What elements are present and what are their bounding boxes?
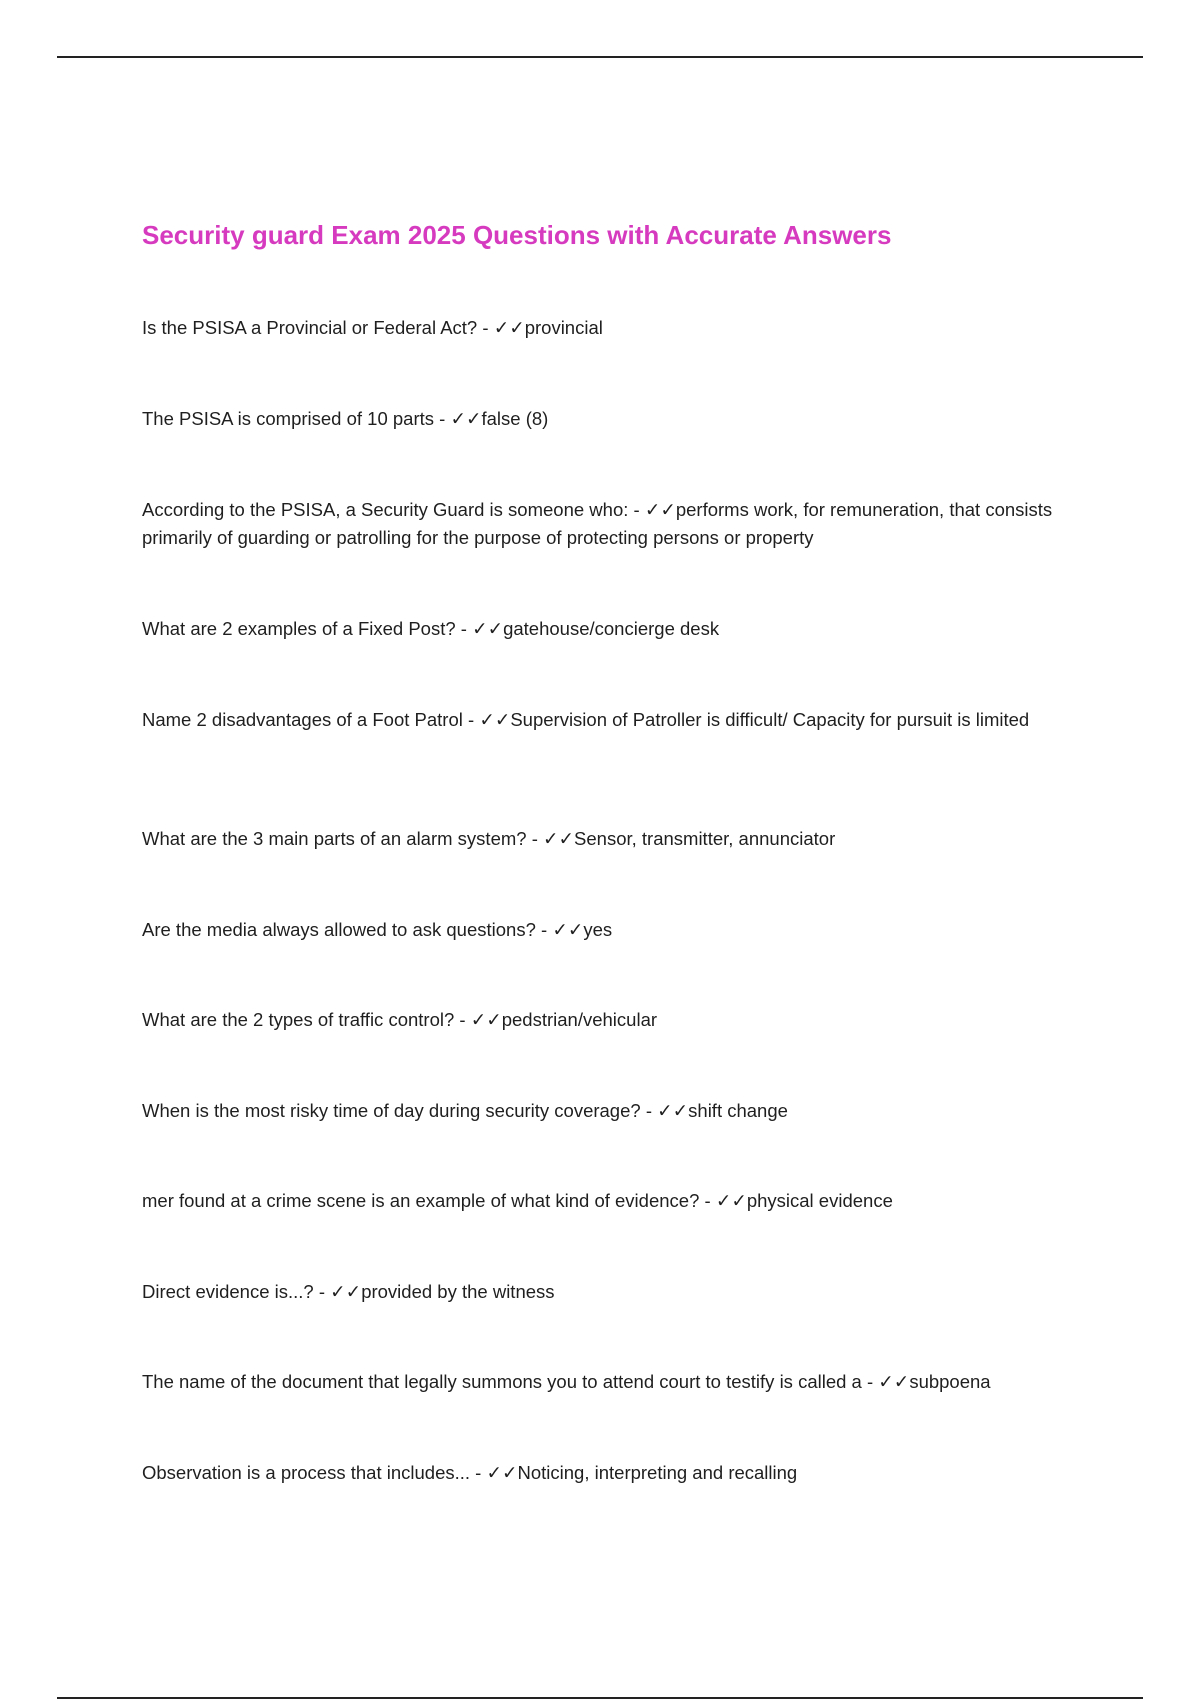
answer-text: yes <box>583 919 613 940</box>
separator: - <box>535 919 553 940</box>
question-text: Direct evidence is...? <box>142 1281 314 1302</box>
footer-rule <box>57 1697 1143 1699</box>
qa-item <box>142 825 1082 853</box>
checkmark-icon: ✓✓ <box>472 618 504 639</box>
question-text: When is the most risky time of day during security coverage? <box>142 1100 641 1121</box>
question-text: What are the 2 types of traffic control? <box>142 1009 455 1030</box>
separator: - <box>526 828 544 849</box>
answer-text: provincial <box>524 317 603 338</box>
question-text: Is the PSISA a Provincial or Federal Act? <box>142 317 478 338</box>
separator: - <box>699 1190 716 1211</box>
qa-item <box>142 1006 1082 1034</box>
question-text: mer found at a crime scene is an example of what kind of evidence? <box>142 1190 700 1211</box>
answer-text: shift change <box>688 1100 788 1121</box>
separator: - <box>434 408 451 429</box>
checkmark-icon: ✓✓ <box>644 499 676 520</box>
question-text: What are 2 examples of a Fixed Post? <box>142 618 456 639</box>
answer-text: pedstrian/vehicular <box>501 1009 658 1030</box>
checkmark-icon: ✓✓ <box>470 1009 502 1030</box>
separator: - <box>313 1281 331 1302</box>
answer-text: Supervision of Patroller is difficult/ Capacity for pursuit is limited <box>510 709 1030 730</box>
qa-item <box>142 1459 1082 1487</box>
answer-text: Sensor, transmitter, annunciator <box>574 828 836 849</box>
qa-item <box>142 916 1082 944</box>
checkmark-icon: ✓✓ <box>552 919 584 940</box>
qa-item <box>142 314 1082 342</box>
qa-item <box>142 1278 1082 1306</box>
answer-text: provided by the witness <box>361 1281 555 1302</box>
checkmark-icon: ✓✓ <box>657 1100 689 1121</box>
checkmark-icon: ✓✓ <box>486 1462 518 1483</box>
separator: - <box>454 1009 471 1030</box>
answer-text: false (8) <box>481 408 549 429</box>
separator: - <box>462 709 480 730</box>
checkmark-icon: ✓✓ <box>330 1281 362 1302</box>
answer-text: performs work, for remuneration, that consists primarily of guarding or patrolling for the purpose of protecting persons or property <box>142 499 1053 548</box>
checkmark-icon: ✓✓ <box>715 1190 747 1211</box>
qa-item <box>142 1097 1082 1125</box>
separator: - <box>861 1371 879 1392</box>
checkmark-icon: ✓✓ <box>450 408 482 429</box>
question-text: Name 2 disadvantages of a Foot Patrol <box>142 709 463 730</box>
separator: - <box>640 1100 658 1121</box>
checkmark-icon: ✓✓ <box>493 317 525 338</box>
qa-item <box>142 1368 1102 1396</box>
question-text: Are the media always allowed to ask questions? <box>142 919 536 940</box>
qa-item <box>142 615 1082 643</box>
question-text: The PSISA is comprised of 10 parts <box>142 408 435 429</box>
separator: - <box>628 499 645 520</box>
separator: - <box>477 317 494 338</box>
question-text: According to the PSISA, a Security Guard is someone who: <box>142 499 629 520</box>
separator: - <box>470 1462 487 1483</box>
answer-text: gatehouse/concierge desk <box>503 618 720 639</box>
checkmark-icon: ✓✓ <box>543 828 575 849</box>
qa-item <box>142 405 1082 433</box>
checkmark-icon: ✓✓ <box>479 709 511 730</box>
answer-text: Noticing, interpreting and recalling <box>517 1462 798 1483</box>
qa-item <box>142 1187 1082 1215</box>
answer-text: subpoena <box>909 1371 991 1392</box>
separator: - <box>455 618 473 639</box>
question-text: Observation is a process that includes... <box>142 1462 471 1483</box>
answer-text: physical evidence <box>746 1190 893 1211</box>
question-text: What are the 3 main parts of an alarm system? <box>142 828 527 849</box>
qa-item <box>142 706 1082 734</box>
qa-item <box>142 496 1082 552</box>
question-text: The name of the document that legally summons you to attend court to testify is called a <box>142 1371 862 1392</box>
document-title: Security guard Exam 2025 Questions with Accurate Answers <box>142 220 892 250</box>
header-rule <box>57 56 1143 58</box>
checkmark-icon: ✓✓ <box>878 1371 910 1392</box>
